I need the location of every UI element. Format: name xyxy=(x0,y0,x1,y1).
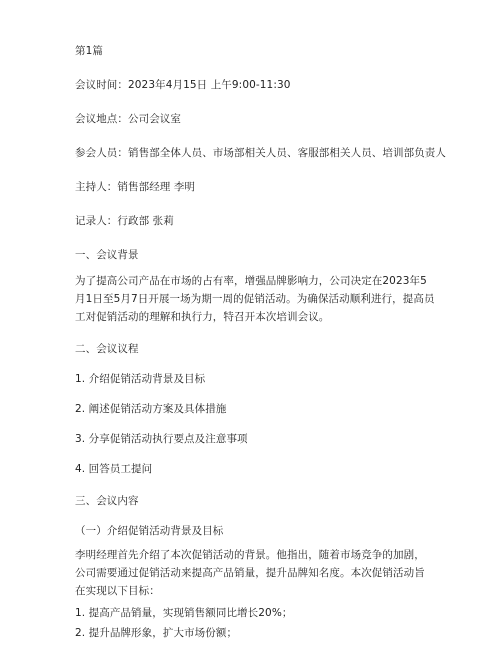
agenda-item: 1. 介绍促销活动背景及目标 xyxy=(75,373,206,385)
goal-item: 2. 提升品牌形象，扩大市场份额； xyxy=(75,627,238,639)
subsection-body-background-goals: 李明经理首先介绍了本次促销活动的背景。他指出，随着市场竞争的加剧，公司需要通过促销活动来提高产品销量，提升品牌知名度。本次促销活动旨在实现以下目标： xyxy=(75,549,425,597)
section-heading-agenda: 二、会议议程 xyxy=(75,343,139,355)
host: 主持人：销售部经理 李明 xyxy=(75,181,196,193)
section-heading-background: 一、会议背景 xyxy=(75,249,139,261)
attendees: 参会人员：销售部全体人员、市场部相关人员、客服部相关人员、培训部负责人 xyxy=(75,147,446,159)
section-heading-content: 三、会议内容 xyxy=(75,495,139,507)
agenda-item: 3. 分享促销活动执行要点及注意事项 xyxy=(75,433,248,445)
agenda-item: 4. 回答员工提问 xyxy=(75,463,153,475)
section-body-background: 为了提高公司产品在市场的占有率，增强品牌影响力，公司决定在2023年5月1日至5月7日开展一场为期一周的促销活动。为确保活动顺利进行，提高员工对促销活动的理解和执行力，特召开本次培训会议。 xyxy=(75,275,435,323)
goal-item: 1. 提高产品销量，实现销售额同比增长20%； xyxy=(75,607,293,619)
subsection-heading-background-goals: （一）介绍促销活动背景及目标 xyxy=(75,525,224,537)
meeting-place: 会议地点：公司会议室 xyxy=(75,113,181,125)
meeting-time: 会议时间：2023年4月15日 上午9:00-11:30 xyxy=(75,79,291,91)
recorder: 记录人：行政部 张莉 xyxy=(75,215,174,227)
agenda-item: 2. 阐述促销活动方案及具体措施 xyxy=(75,403,227,415)
doc-title: 第1篇 xyxy=(75,45,103,57)
